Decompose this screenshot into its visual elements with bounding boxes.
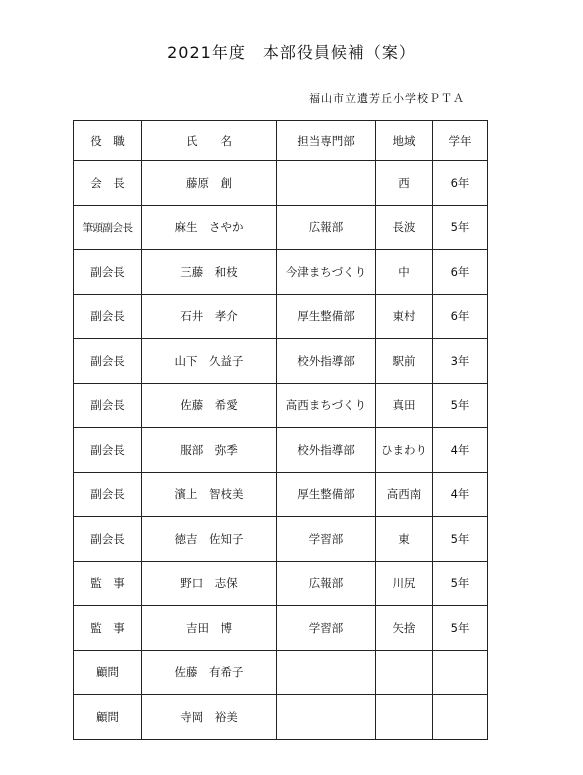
cell-name: 山下 久益子 xyxy=(142,339,277,384)
header-area: 地域 xyxy=(376,121,433,161)
cell-grade xyxy=(433,650,488,695)
cell-dept: 厚生整備部 xyxy=(277,294,376,339)
table-row xyxy=(74,205,488,250)
cell-role: 副会長 xyxy=(74,517,142,562)
cell-grade: 3年 xyxy=(433,339,488,384)
cell-dept: 校外指導部 xyxy=(277,339,376,384)
table-row xyxy=(74,383,488,428)
cell-dept xyxy=(277,650,376,695)
table-row xyxy=(74,695,488,740)
cell-role: 顧問 xyxy=(74,650,142,695)
cell-dept: 学習部 xyxy=(277,517,376,562)
cell-area: 長波 xyxy=(376,205,433,250)
cell-dept: 広報部 xyxy=(277,205,376,250)
organization-name: 福山市立遺芳丘小学校ＰＴＡ xyxy=(309,92,465,105)
table-row xyxy=(74,606,488,651)
cell-grade: 5年 xyxy=(433,517,488,562)
cell-grade: 5年 xyxy=(433,606,488,651)
cell-name: 佐藤 有希子 xyxy=(142,650,277,695)
cell-role: 副会長 xyxy=(74,383,142,428)
cell-name: 佐藤 希愛 xyxy=(142,383,277,428)
cell-name: 濱上 智枝美 xyxy=(142,472,277,517)
cell-grade: 6年 xyxy=(433,250,488,295)
cell-grade: 4年 xyxy=(433,472,488,517)
cell-area: 高西南 xyxy=(376,472,433,517)
cell-role: 副会長 xyxy=(74,294,142,339)
cell-area: 真田 xyxy=(376,383,433,428)
table-row xyxy=(74,294,488,339)
cell-role: 筆頭副会長 xyxy=(74,205,142,250)
cell-grade: 4年 xyxy=(433,428,488,473)
cell-area: ひまわり xyxy=(376,428,433,473)
cell-grade: 5年 xyxy=(433,561,488,606)
cell-area: 川尻 xyxy=(376,561,433,606)
cell-dept: 厚生整備部 xyxy=(277,472,376,517)
header-role: 役 職 xyxy=(74,121,142,161)
cell-name: 麻生 さやか xyxy=(142,205,277,250)
document-title: 2021年度 本部役員候補（案） xyxy=(167,43,416,62)
cell-area: 駅前 xyxy=(376,339,433,384)
table-row xyxy=(74,250,488,295)
cell-name: 徳吉 佐知子 xyxy=(142,517,277,562)
cell-name: 服部 弥季 xyxy=(142,428,277,473)
cell-area: 矢捨 xyxy=(376,606,433,651)
header-grade: 学年 xyxy=(433,121,488,161)
cell-role: 監 事 xyxy=(74,561,142,606)
cell-dept: 今津まちづくり xyxy=(277,250,376,295)
cell-dept xyxy=(277,161,376,206)
table-row xyxy=(74,428,488,473)
cell-role: 副会長 xyxy=(74,339,142,384)
cell-name: 野口 志保 xyxy=(142,561,277,606)
cell-area: 西 xyxy=(376,161,433,206)
cell-role: 顧問 xyxy=(74,695,142,740)
table-header-row xyxy=(74,121,488,161)
cell-dept xyxy=(277,695,376,740)
cell-name: 石井 孝介 xyxy=(142,294,277,339)
cell-role: 会 長 xyxy=(74,161,142,206)
cell-area: 東 xyxy=(376,517,433,562)
cell-grade: 5年 xyxy=(433,205,488,250)
cell-dept: 広報部 xyxy=(277,561,376,606)
table-row xyxy=(74,517,488,562)
officer-candidates-table xyxy=(73,120,488,740)
header-name: 氏 名 xyxy=(142,121,277,161)
cell-name: 三藤 和枝 xyxy=(142,250,277,295)
cell-role: 副会長 xyxy=(74,428,142,473)
table-row xyxy=(74,339,488,384)
table-row xyxy=(74,650,488,695)
cell-role: 副会長 xyxy=(74,472,142,517)
table-row xyxy=(74,472,488,517)
cell-grade: 6年 xyxy=(433,294,488,339)
cell-name: 寺岡 裕美 xyxy=(142,695,277,740)
header-dept: 担当専門部 xyxy=(277,121,376,161)
cell-area xyxy=(376,650,433,695)
cell-grade: 6年 xyxy=(433,161,488,206)
cell-area xyxy=(376,695,433,740)
cell-dept: 校外指導部 xyxy=(277,428,376,473)
cell-area: 中 xyxy=(376,250,433,295)
cell-name: 吉田 博 xyxy=(142,606,277,651)
table-row xyxy=(74,161,488,206)
cell-name: 藤原 創 xyxy=(142,161,277,206)
cell-role: 副会長 xyxy=(74,250,142,295)
cell-role: 監 事 xyxy=(74,606,142,651)
cell-grade xyxy=(433,695,488,740)
cell-area: 東村 xyxy=(376,294,433,339)
cell-dept: 学習部 xyxy=(277,606,376,651)
cell-dept: 高西まちづくり xyxy=(277,383,376,428)
cell-grade: 5年 xyxy=(433,383,488,428)
table-row xyxy=(74,561,488,606)
